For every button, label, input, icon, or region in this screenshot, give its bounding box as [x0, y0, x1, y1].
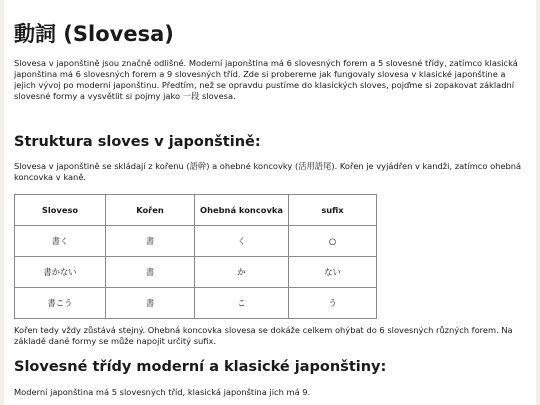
- table-cell-root: 書: [106, 257, 195, 288]
- table-cell-ending: か: [195, 257, 289, 288]
- table-cell-verb: 書く: [15, 226, 106, 257]
- column-header-suffix: sufix: [289, 195, 377, 226]
- table-cell-suffix: う: [289, 288, 377, 319]
- right-margin: [536, 0, 540, 405]
- table-cell-ending: こ: [195, 288, 289, 319]
- table-row: [15, 226, 377, 257]
- table-header-row: [15, 195, 377, 226]
- left-margin: [0, 0, 4, 405]
- table-row: [15, 257, 377, 288]
- section-heading-structure: Struktura sloves v japonštině:: [14, 134, 261, 150]
- column-header-root: Kořen: [106, 195, 195, 226]
- table-cell-root: 書: [106, 226, 195, 257]
- after-table-paragraph: Kořen tedy vždy zůstává stejný. Ohebná koncovka slovesa se dokáže celkem ohýbat do 6 slovesných různých forem. Na základě dané formy se může napojit určitý sufix.: [14, 325, 513, 346]
- intro-paragraph: Slovesa v japonštině jsou značně odlišné. Moderní japonština má 6 slovesných forem a 5 slovesné třídy, zatímco klasická japonština má 6 slovesných forem a 9 slovesných tříd. Zde si probereme jak fungovaly slovesa v klasické japonštine a jejich vývoj po moderní japonštinu. Předtím, než se opravdu pustíme do klasických sloves, pojďme si zopakovat základní slovesné formy a vysvětlit si pojmy jako 一段 slovesa.: [14, 58, 518, 101]
- column-header-verb: Sloveso: [15, 195, 106, 226]
- table-cell-suffix: ○: [289, 226, 377, 257]
- table-cell-ending: く: [195, 226, 289, 257]
- table-cell-verb: 書かない: [15, 257, 106, 288]
- table-row: [15, 288, 377, 319]
- section-heading-classes: Slovesné třídy moderní a klasické japonštiny:: [14, 359, 387, 375]
- structure-paragraph: Slovesa v japonštině se skládají z kořenu (語幹) a ohebné koncovky (活用語尾). Kořen je vyjádřen v kandži, zatímco ohebná koncovka v kaně.: [14, 161, 522, 182]
- page-title: 動詞 (Slovesa): [14, 22, 174, 46]
- table-cell-root: 書: [106, 288, 195, 319]
- table-cell-suffix: ない: [289, 257, 377, 288]
- verb-structure-table: [14, 194, 377, 319]
- column-header-ending: Ohebná koncovka: [195, 195, 289, 226]
- classes-paragraph: Moderní japonština má 5 slovesných tříd, klasická japonština jich má 9.: [14, 387, 311, 397]
- table-cell-verb: 書こう: [15, 288, 106, 319]
